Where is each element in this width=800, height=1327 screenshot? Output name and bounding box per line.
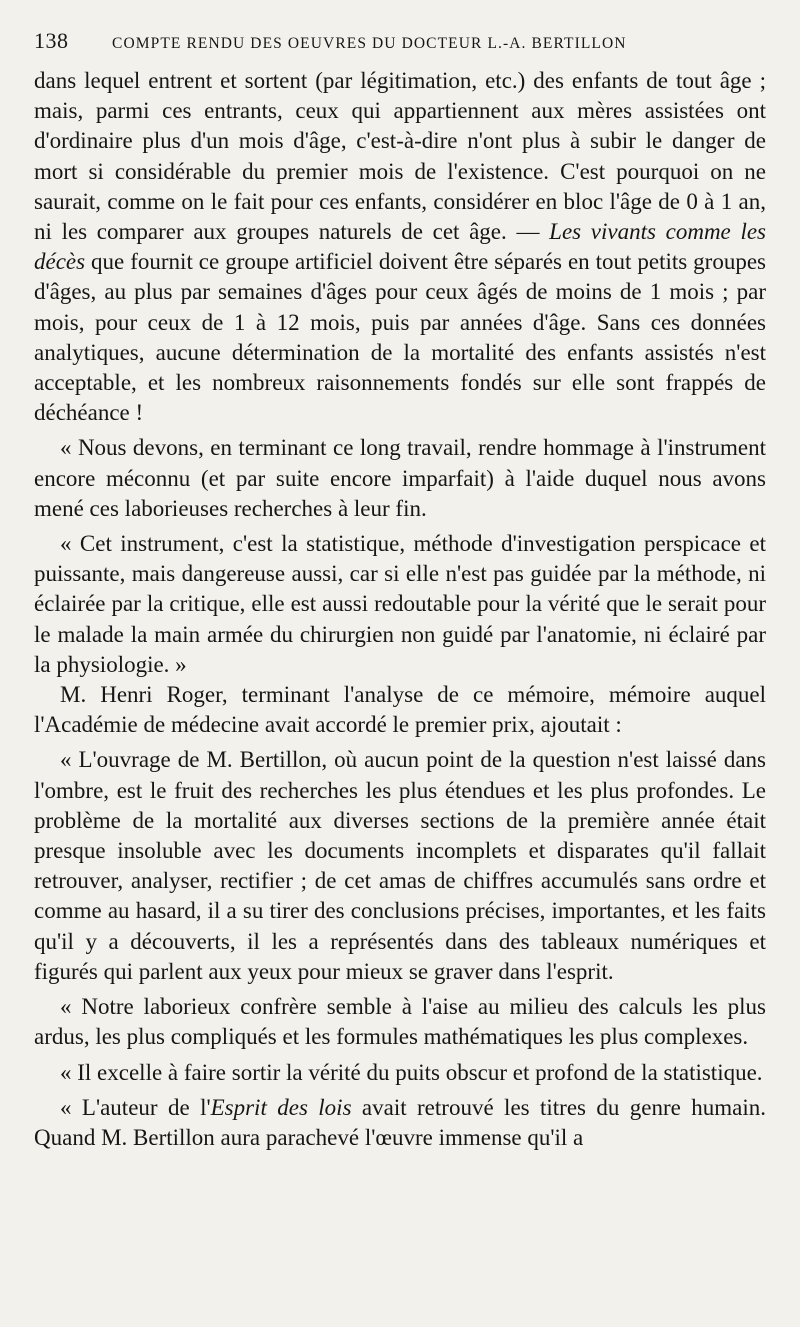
- page-number: 138: [34, 28, 69, 53]
- paragraph-quote: « Cet instrument, c'est la statistique, méthode d'investigation perspicace et puissante, mais dangereuse aussi, car si elle n'est pas guidée par la méthode, ni éclairée par la critique, elle est aussi redoutable pour la vérité que le serait pour le malade la main armée du chirurgien non guidé par l'anatomie, ni éclairé par la physiologie. »: [34, 531, 766, 677]
- italic-phrase: Esprit des lois: [210, 1094, 352, 1120]
- paragraph: M. Henri Roger, terminant l'analyse de ce mémoire, mémoire auquel l'Académie de médecine avait accordé le premier prix, ajoutait :: [34, 682, 766, 738]
- paragraph-text: dans lequel entrent et sortent (par légitimation, etc.) des enfants de tout âge ; mais, parmi ces entrants, ceux qui appartiennent aux mères assistées ont d'ordinaire plus d'un mois d'âge, c'est-à-dire n'ont plus à subir le danger de mort si considérable du premier mois de l'existence. C'est pourquoi on ne saurait, comme on le fait pour ces enfants, considérer en bloc l'âge de 0 à 1 an, ni les comparer aux groupes naturels de cet âge. —: [34, 68, 766, 245]
- paragraph-continuation: [34, 66, 766, 428]
- italic-phrase: Les vivants comme les décès: [34, 219, 766, 275]
- paragraph-quote: « Nous devons, en terminant ce long travail, rendre hommage à l'instrument encore méconnu (et par suite encore imparfait) à l'aide duquel nous avons mené ces laborieuses recherches à leur fin.: [34, 435, 766, 521]
- paragraph-text: « L'auteur de l': [60, 1094, 211, 1120]
- body-text: [34, 66, 766, 1153]
- paragraph-quote: « Notre laborieux confrère semble à l'aise au milieu des calculs les plus ardus, les plus compliqués et les formules mathématiques les plus complexes.: [34, 994, 766, 1050]
- paragraph-quote: [34, 1093, 766, 1153]
- running-title: COMPTE RENDU DES OEUVRES DU DOCTEUR L.-A. BERTILLON: [112, 35, 627, 52]
- paragraph-quote: « Il excelle à faire sortir la vérité du puits obscur et profond de la statistique.: [60, 1059, 763, 1085]
- paragraph-quote: « L'ouvrage de M. Bertillon, où aucun point de la question n'est laissé dans l'ombre, est le fruit des recherches les plus étendues et les plus profondes. Le problème de la mortalité aux diverses sections de la première année était presque insoluble avec les documents incomplets et disparates qu'il fallait retrouver, analyser, rectifier ; de cet amas de chiffres accumulés sans ordre et comme au hasard, il a su tirer des conclusions précises, importantes, et les faits qu'il y a découverts, il les a représentés dans des tableaux numériques et figurés qui parlent aux yeux pour mieux se graver dans l'esprit.: [34, 747, 766, 984]
- running-header: [34, 28, 766, 60]
- paragraph-text: que fournit ce groupe artificiel doivent être séparés en tout petits groupes d'âges, au plus par semaines d'âges pour ceux âgés de moins de 1 mois ; par mois, pour ceux de 1 à 12 mois, puis par années d'âge. Sans ces données analytiques, aucune détermination de la mortalité des enfants assistés n'est acceptable, et les nombreux raisonnements fondés sur elle sont frappés de déchéance !: [34, 249, 766, 426]
- paragraph-text: avait retrouvé les titres du genre humain. Quand M. Bertillon aura parachevé l'œuvre immense qu'il a: [34, 1094, 766, 1150]
